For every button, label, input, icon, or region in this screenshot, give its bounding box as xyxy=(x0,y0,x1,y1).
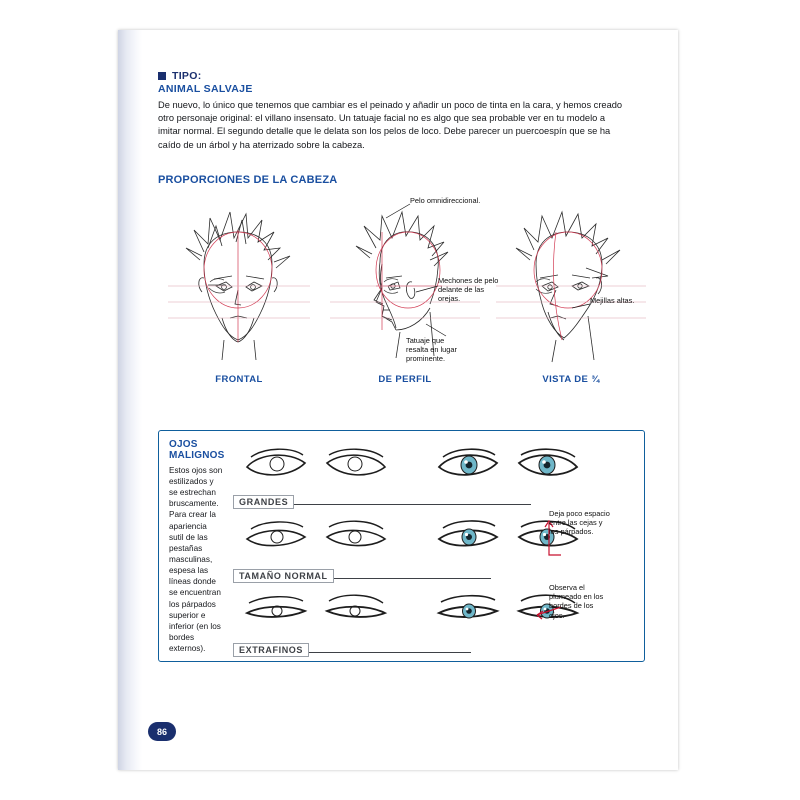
eyes-title-line2: MALIGNOS xyxy=(169,450,225,462)
eyes-section-box xyxy=(158,430,645,662)
head-frontal-drawing xyxy=(164,190,314,370)
eyes-row-grandes-drawing xyxy=(231,437,639,495)
head-caption-perfil: DE PERFIL xyxy=(378,373,432,385)
tipo-label: TIPO: xyxy=(172,70,202,82)
annotation-tatuaje: Tatuaje que resalta en lugar prominente. xyxy=(406,335,457,364)
head-three-quarter-drawing xyxy=(496,190,646,370)
eyes-row-grandes xyxy=(231,437,639,511)
eyes-row-label-extrafinos: EXTRAFINOS xyxy=(233,643,309,657)
eyes-rows xyxy=(231,437,639,659)
intro-paragraph: De nuevo, lo único que tenemos que cambiar es el peinado y añadir un poco de tinta en la cara, y hemos creado otro personaje original: el villano insensato. Un tatuaje facial no es algo que sea probable ver en tu modelo a imitar normal. El segundo detalle que le delata son los pelos de loco. Debe parecer un puercoespín que se ha caído de un árbol y ha aterrizado sobre la cabeza. xyxy=(158,100,623,150)
annotation-pelo-omnidireccional: Pelo omnidireccional. xyxy=(410,195,481,205)
book-spine-gradient xyxy=(118,30,142,770)
head-figure-frontal xyxy=(164,190,314,370)
head-figure-tres-cuartos xyxy=(496,190,646,370)
tipo-title: ANIMAL SALVAJE xyxy=(158,83,253,95)
eyes-row-label-normal: TAMAÑO NORMAL xyxy=(233,569,334,583)
callout-observa-plumeado: Observa el plumeado en los bordes de los ojos. xyxy=(549,582,604,620)
section-title-proporciones: PROPORCIONES DE LA CABEZA xyxy=(158,173,338,186)
head-caption-frontal: FRONTAL xyxy=(215,373,263,385)
head-proportions-figure xyxy=(158,190,648,400)
eyes-section-title xyxy=(169,439,225,462)
tipo-heading-row xyxy=(158,70,648,82)
bullet-square-icon xyxy=(158,72,166,80)
eyes-title-line1: OJOS xyxy=(169,438,198,450)
page-content xyxy=(158,70,648,740)
annotation-mejillas-altas: Mejillas altas. xyxy=(590,295,635,305)
callout-deja-poco-espacio: Deja poco espacio entre las cejas y los párpados. xyxy=(549,508,610,537)
page-number-badge: 86 xyxy=(148,722,176,741)
head-caption-tres-cuartos: VISTA DE ¾ xyxy=(542,373,600,385)
annotation-mechones-pelo: Mechones de pelo delante de las orejas. xyxy=(438,275,499,304)
eyes-row-label-grandes: GRANDES xyxy=(233,495,294,509)
eyes-paragraph: Estos ojos son estilizados y se estrechan bruscamente. Para crear la apariencia sutil de las pestañas masculinas, espesa las líneas donde se encuentran los párpados superior e inferior (en los bordes externos). xyxy=(169,465,223,654)
